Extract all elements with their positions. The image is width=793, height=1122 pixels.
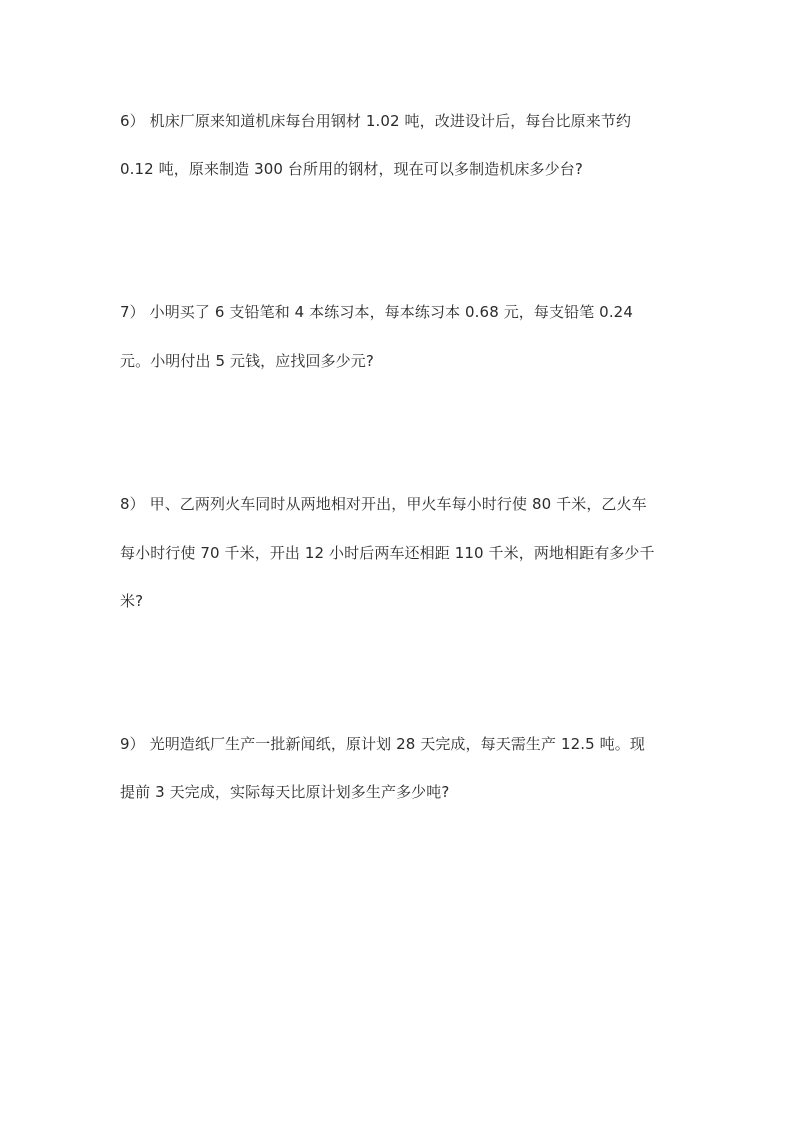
problem-7-line-2: 元。小明付出 5 元钱，应找回多少元?	[120, 352, 374, 370]
problem-6-line-2: 0.12 吨，原来制造 300 台所用的钢材，现在可以多制造机床多少台?	[120, 160, 583, 178]
problem-9-line-1: 9） 光明造纸厂生产一批新闻纸，原计划 28 天完成，每天需生产 12.5 吨。现	[120, 735, 645, 753]
problem-8-line-1: 8） 甲、乙两列火车同时从两地相对开出，甲火车每小时行使 80 千米，乙火车	[120, 495, 647, 513]
problem-8-line-3: 米?	[120, 592, 144, 610]
problem-9-line-2: 提前 3 天完成，实际每天比原计划多生产多少吨?	[120, 783, 450, 801]
problem-7-line-1: 7） 小明买了 6 支铅笔和 4 本练习本，每本练习本 0.68 元，每支铅笔 0.24	[120, 303, 633, 321]
problem-6-line-1: 6） 机床厂原来知道机床每台用钢材 1.02 吨，改进设计后，每台比原来节约	[120, 112, 632, 130]
problem-8-line-2: 每小时行使 70 千米，开出 12 小时后两车还相距 110 千米，两地相距有多少千	[120, 544, 655, 562]
